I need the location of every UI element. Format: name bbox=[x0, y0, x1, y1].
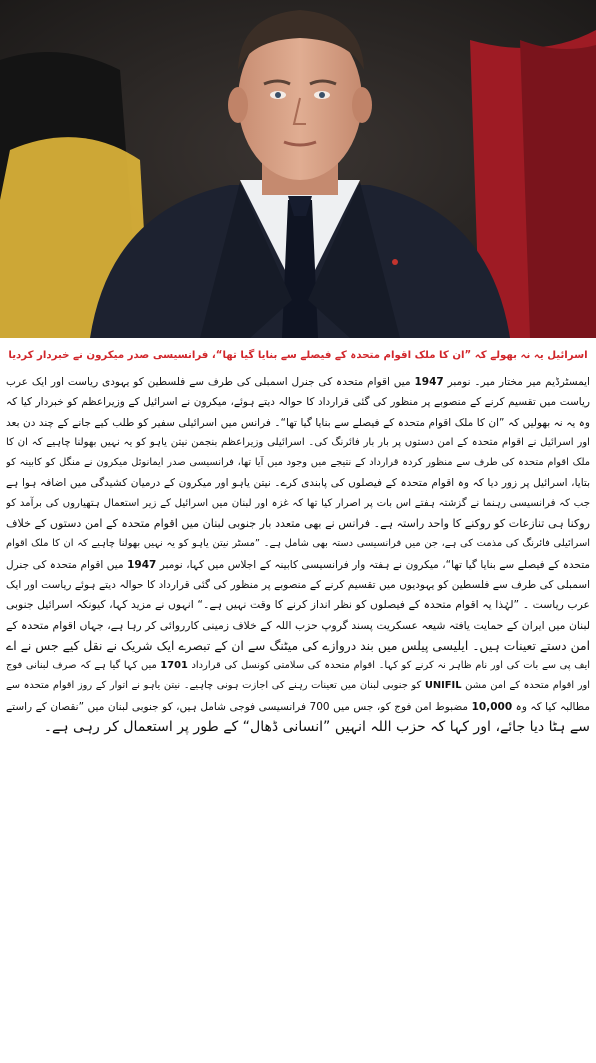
body-line bbox=[6, 372, 590, 392]
body-line-text: کو جنوبی لبنان میں تعینات رہنے کی اجازت ہونی چاہیے۔ نیتن یاہو نے اتوار کے روز اقوام متحدہ سے bbox=[6, 680, 425, 692]
body-line bbox=[6, 697, 590, 717]
body-line-text: جب کہ فرانسیسی رہنما نے گزشتہ ہفتے اس بات پر اصرار کیا تھا کہ غزہ اور لبنان میں اسرائیل کے زیر استعمال ہتھیاروں کی برآمد کو bbox=[6, 497, 590, 509]
body-line-text: امن دستے تعینات ہیں۔ ایلیسی پیلس میں بند دروازے کی میٹنگ سے ان کے تبصرے ایک شریک نے نقل کیے جس نے اے bbox=[6, 638, 590, 653]
body-line bbox=[6, 433, 590, 453]
body-line bbox=[6, 717, 590, 737]
body-line-text: میں کہا گیا ہے کہ صرف لبنانی فوج bbox=[6, 660, 161, 672]
body-line-text: ایف پی سے بات کی اور نام ظاہر نہ کرنے کو کہا۔ اقوام متحدہ کی سلامتی کونسل کی قرارداد bbox=[187, 660, 590, 672]
article-body bbox=[6, 372, 590, 737]
body-line bbox=[6, 656, 590, 676]
body-line bbox=[6, 555, 590, 575]
body-line-text: سے ہٹا دیا جائے، اور کہا کہ حزب اللہ انہیں ”انسانی ڈھال“ کے طور پر استعمال کر رہی ہے۔ bbox=[43, 719, 590, 736]
body-line bbox=[6, 636, 590, 656]
body-line-text: ملک اقوام متحدہ کی طرف سے منظور کردہ قرارداد کے نتیجے میں وجود میں آیا تھا، فرانسیسی صدر ایمانوئل میکرون نے منگل کو کابینہ کو bbox=[6, 457, 590, 469]
headline: اسرائیل یہ نہ بھولے کہ ”ان کا ملک اقوام متحدہ کے فیصلے سے بنایا گیا تھا“، فرانسیسی صدر میکرون نے خبردار کردیا bbox=[8, 350, 588, 361]
body-line bbox=[6, 616, 590, 636]
body-line-text: مطالبہ کیا کہ وہ bbox=[512, 700, 590, 713]
body-line-text: لبنان میں ایران کے حمایت یافتہ شیعہ عسکریت پسند گروپ حزب اللہ کے خلاف زمینی کارروائی کر رہا ہے، جہاں اقوام متحدہ کے bbox=[6, 618, 590, 632]
body-line-bold: 10,000 bbox=[471, 700, 513, 713]
body-line-text: ایمسٹرڈیم میر مختار میر۔ نومبر bbox=[443, 376, 590, 388]
body-line-text: اسرائیلی فائرنگ کی مذمت کی ہے، جن میں فرانسیسی دستہ بھی شامل ہے۔ ”مسٹر نیتن یاہو کو یہ نہیں بھولنا چاہیے کہ ان کا ملک اقوام bbox=[6, 538, 590, 550]
photo-macron-speaking-icon bbox=[0, 0, 596, 338]
body-line bbox=[6, 595, 590, 615]
body-line bbox=[6, 413, 590, 433]
body-line bbox=[6, 473, 590, 493]
body-line-text: وہ یہ نہ بھولیں کہ ”ان کا ملک اقوام متحدہ کے فیصلے سے بنایا گیا تھا“۔ فرانس میں اسرائیلی سفیر کو طلب کیے جانے کے چند دن بعد bbox=[6, 416, 590, 429]
body-line bbox=[6, 453, 590, 473]
body-line bbox=[6, 514, 590, 534]
body-line-text: میں اقوام متحدہ کی جنرل bbox=[6, 558, 128, 571]
body-line bbox=[6, 534, 590, 554]
body-line-text: اور اقوام متحدہ کے امن مشن bbox=[461, 680, 590, 692]
body-line-text: ریاست میں تقسیم کرنے کے منصوبے پر منظور کی گئی قرارداد کا حوالہ دیتے ہوئے، میکرون نے اسرائیل کے وزیراعظم کو خبردار کیا کہ bbox=[6, 396, 590, 409]
body-line-text: اسمبلی کی طرف سے فلسطین کو یہودیوں میں تقسیم کرنے کے منصوبے پر منظور کی گئی قرارداد کا حوالہ دیتے ہوئے ریاست اور ایک bbox=[6, 578, 590, 591]
body-line-text: میں اقوام متحدہ کی جنرل اسمبلی کی طرف سے فلسطین کو یہودی ریاست اور ایک عرب bbox=[6, 376, 415, 388]
body-line bbox=[6, 676, 590, 696]
body-line-bold: 1947 bbox=[414, 376, 444, 388]
body-line-text: عرب ریاست ۔ ”لہٰذا یہ اقوام متحدہ کے فیصلوں کو نظر انداز کرنے کا وقت نہیں ہے۔“ انہوں نے مزید کہا، کیونکہ اسرائیل جنوبی bbox=[6, 598, 590, 612]
body-line-text: مضبوط امن فوج کو، جس میں 700 فرانسیسی فوجی شامل ہیں، کو جنوبی لبنان میں ”نقصان کے راستے bbox=[6, 700, 472, 713]
article-photo bbox=[0, 0, 596, 338]
body-line bbox=[6, 494, 590, 514]
body-line-bold: 1947 bbox=[127, 558, 157, 571]
body-line-text: متحدہ کے فیصلے سے بنایا گیا تھا“، میکرون نے ہفتہ وار فرانسیسی کابینہ کے اجلاس میں کہا، نومبر bbox=[156, 558, 590, 571]
body-line-bold: UNIFIL bbox=[424, 680, 462, 692]
body-line-bold: 1701 bbox=[160, 660, 188, 672]
body-line-text: اور اسرائیل نے اقوام متحدہ کے امن دستوں پر بار بار فائرنگ کی۔ اسرائیلی وزیراعظم بنجمن نیتن یاہو کو یہ نہیں بھولنا چاہیے کہ ان کا bbox=[6, 436, 590, 448]
body-line bbox=[6, 575, 590, 595]
body-line-text: روکنا ہی تنازعات کو روکنے کا واحد راستہ ہے۔ فرانس نے بھی متعدد بار جنوبی لبنان میں اقوام متحدہ کے امن دستوں کے خلاف bbox=[6, 517, 590, 531]
body-line-text: بتایا، اسرائیل پر زور دیا کہ وہ اقوام متحدہ کے فیصلوں کی پابندی کرے۔ نیتن یاہو اور میکرون کے درمیان کشیدگی میں اضافہ ہوا ہے bbox=[6, 477, 590, 490]
body-line bbox=[6, 392, 590, 412]
